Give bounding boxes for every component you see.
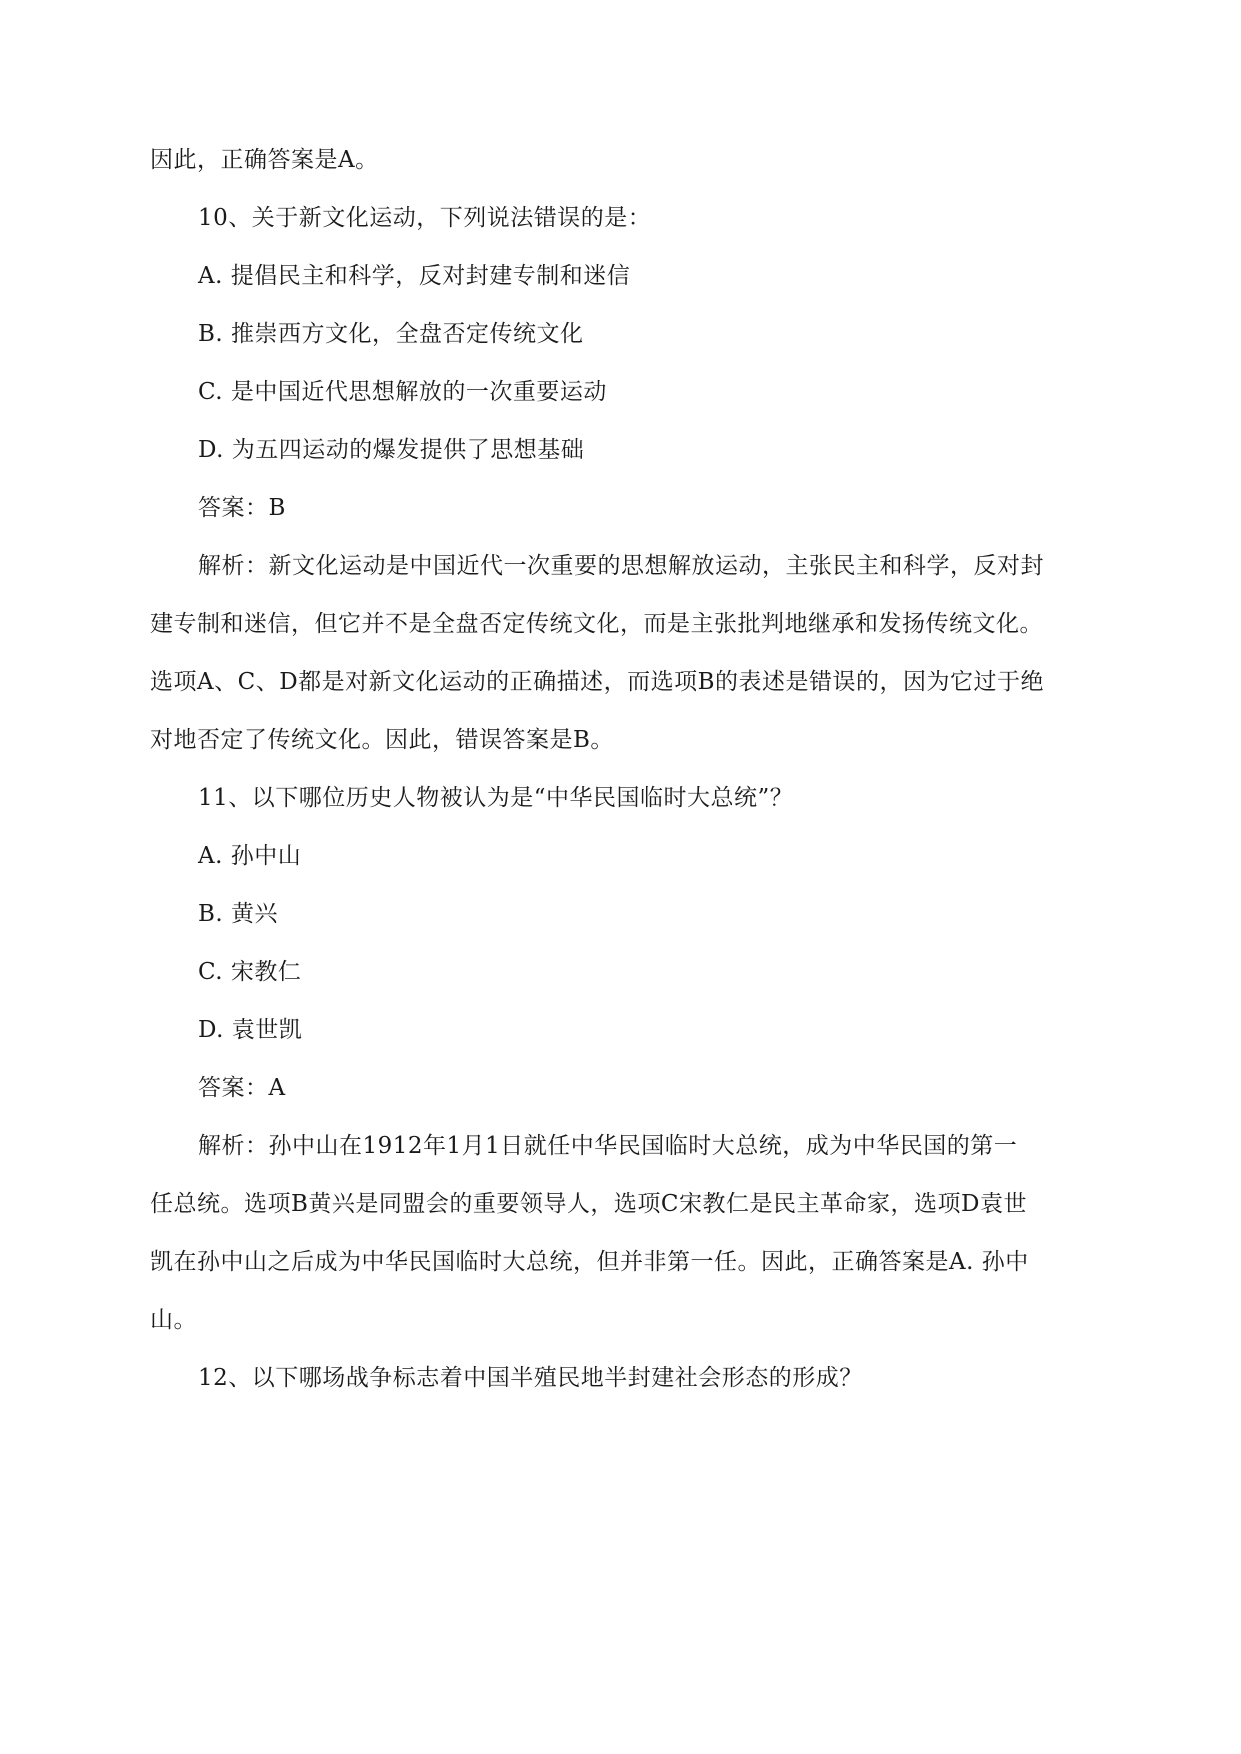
question-10-analysis-line-2: 建专制和迷信，但它并不是全盘否定传统文化，而是主张批判地继承和发扬传统文化。 (150, 611, 1043, 637)
question-10-analysis-line-1: 解析：新文化运动是中国近代一次重要的思想解放运动，主张民主和科学，反对封 (198, 553, 1044, 579)
question-10-analysis-line-4: 对地否定了传统文化。因此，错误答案是B。 (150, 727, 614, 753)
question-10-option-a: A. 提倡民主和科学，反对封建专制和迷信 (198, 263, 631, 289)
question-10-option-d: D. 为五四运动的爆发提供了思想基础 (198, 437, 585, 463)
question-10-answer: 答案：B (198, 495, 286, 521)
question-10-option-b: B. 推崇西方文化，全盘否定传统文化 (198, 321, 584, 347)
previous-answer-conclusion: 因此，正确答案是A。 (150, 147, 379, 173)
question-11-text: 11、以下哪位历史人物被认为是“中华民国临时大总统”？ (198, 785, 794, 811)
question-11-option-b: B. 黄兴 (198, 901, 279, 927)
question-11-option-a: A. 孙中山 (198, 843, 302, 869)
question-11-answer: 答案：A (198, 1075, 286, 1101)
question-11-option-c: C. 宋教仁 (198, 959, 302, 985)
question-11-analysis-line-2: 任总统。选项B黄兴是同盟会的重要领导人，选项C宋教仁是民主革命家，选项D袁世 (150, 1191, 1027, 1217)
question-10-analysis-line-3: 选项A、C、D都是对新文化运动的正确描述，而选项B的表述是错误的，因为它过于绝 (150, 669, 1045, 695)
question-11-option-d: D. 袁世凯 (198, 1017, 303, 1043)
question-11-analysis-line-4: 山。 (150, 1307, 197, 1333)
question-11-analysis-line-3: 凯在孙中山之后成为中华民国临时大总统，但并非第一任。因此，正确答案是A. 孙中 (150, 1249, 1029, 1275)
question-11-analysis-line-1: 解析：孙中山在1912年1月1日就任中华民国临时大总统，成为中华民国的第一 (198, 1133, 1018, 1159)
question-12-text: 12、以下哪场战争标志着中国半殖民地半封建社会形态的形成？ (198, 1365, 863, 1391)
question-10-option-c: C. 是中国近代思想解放的一次重要运动 (198, 379, 607, 405)
question-10-text: 10、关于新文化运动，下列说法错误的是： (198, 205, 652, 231)
